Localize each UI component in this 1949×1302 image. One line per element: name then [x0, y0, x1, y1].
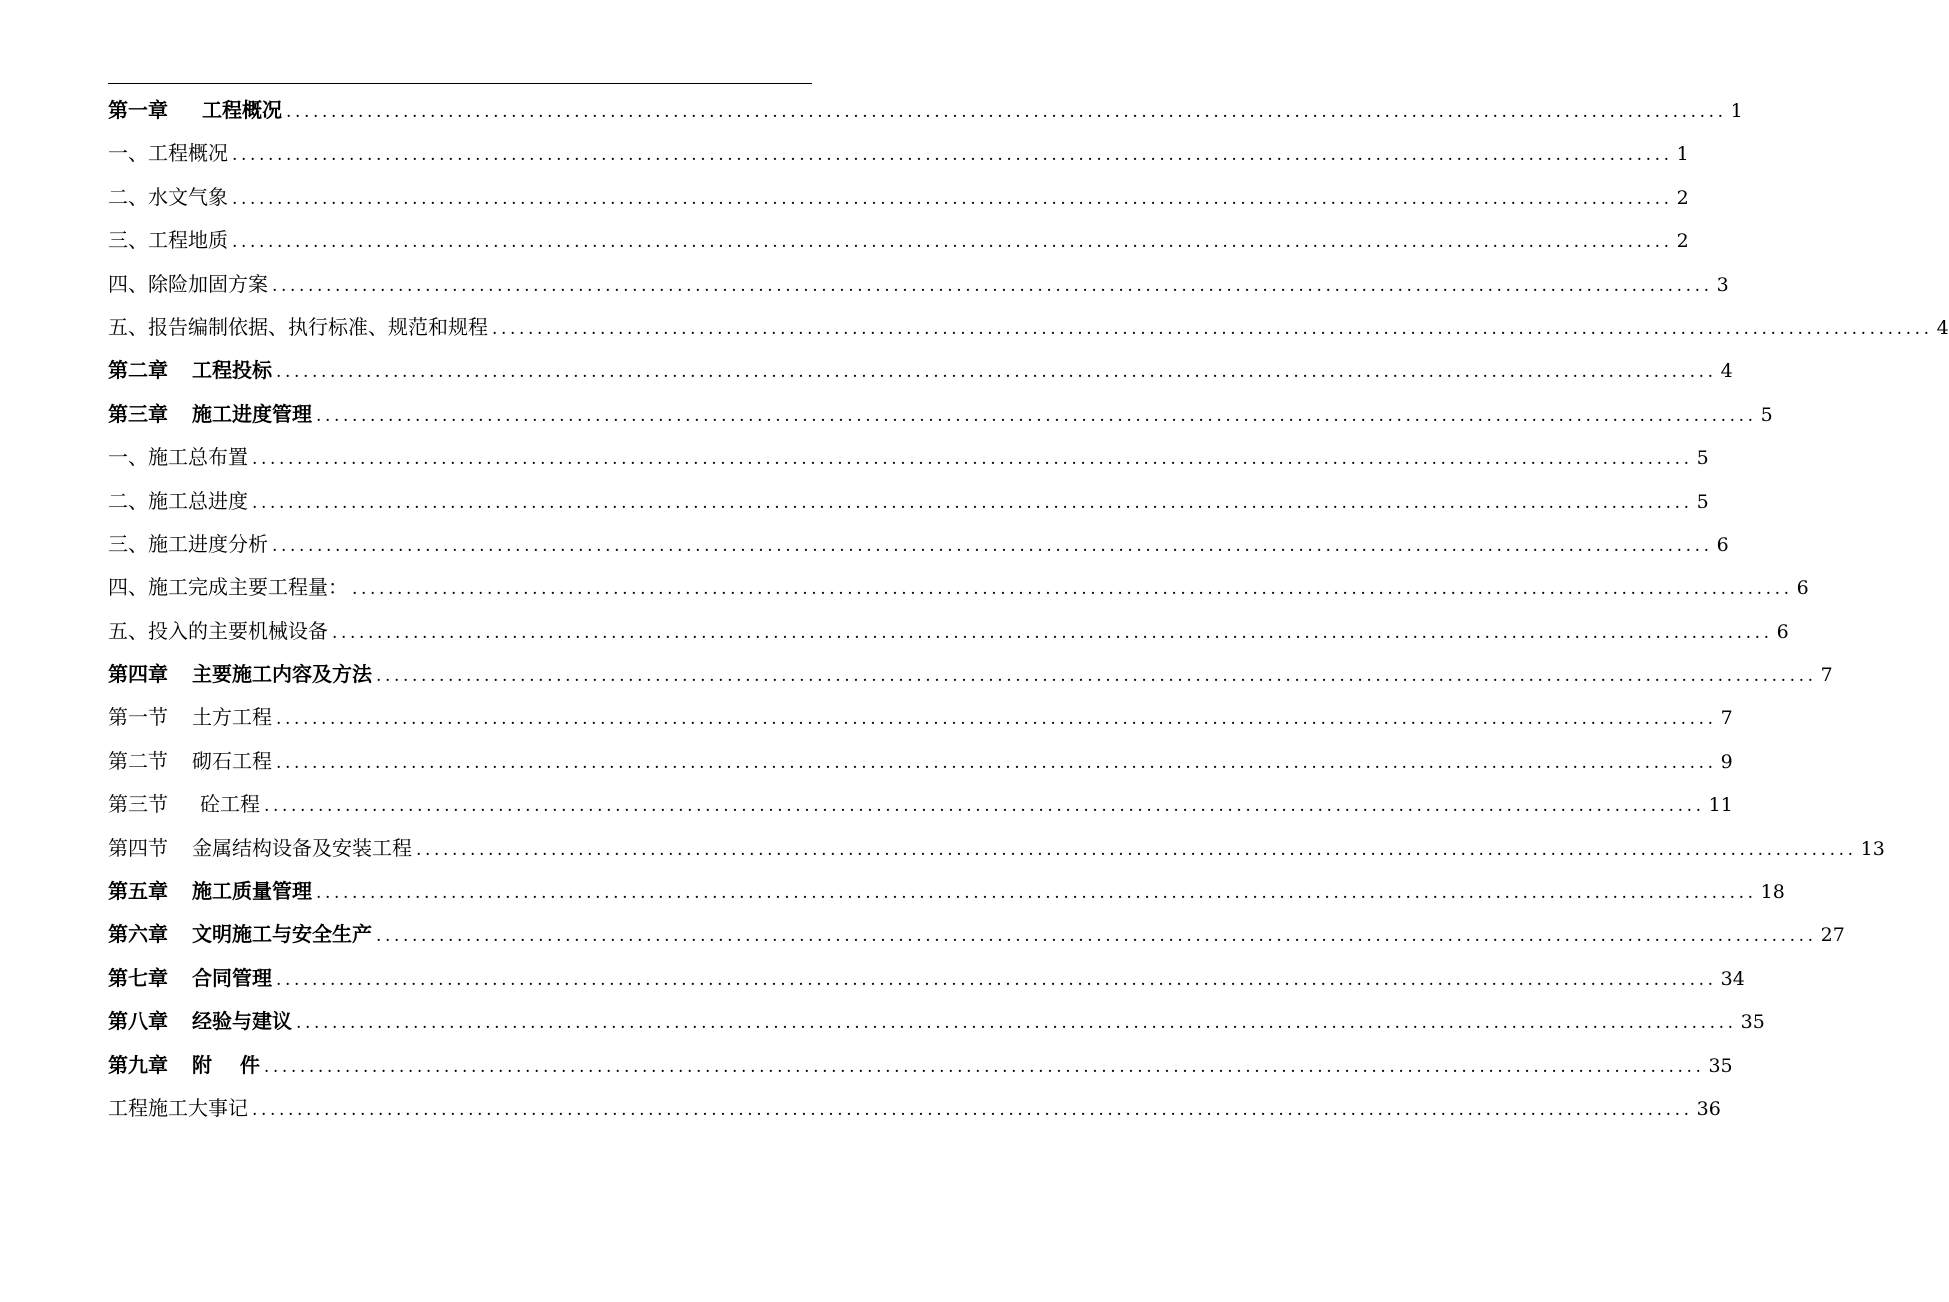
toc-entry-title: 施工进度分析	[148, 531, 268, 556]
toc-dot-leader: ................................................................................................................................................................	[252, 1099, 1693, 1120]
toc-entry-page: 18	[1760, 881, 1785, 904]
toc-entry-label: 第三节	[108, 792, 168, 817]
toc-entry-title: 施工完成主要工程量：	[148, 575, 348, 600]
toc-dot-leader: ................................................................................................................................................................	[263, 1056, 1705, 1077]
toc-dot-leader: ................................................................................................................................................................	[316, 883, 1757, 904]
toc-entry-label: 第二章	[108, 358, 168, 383]
toc-entry-5[interactable]	[108, 263, 1729, 306]
toc-entry-title: 附 件	[192, 1052, 260, 1077]
toc-entry-label: 第四节	[108, 835, 168, 860]
toc-entry-label: 二、	[108, 184, 148, 209]
header-rule	[108, 83, 812, 84]
toc-entry-label: 五、	[108, 314, 148, 339]
toc-entry-page: 1	[1730, 100, 1743, 122]
toc-entry-title: 工程概况	[202, 98, 282, 122]
toc-entry-20[interactable]	[108, 913, 1845, 956]
toc-entry-page: 5	[1696, 490, 1709, 513]
toc-entry-page: 34	[1720, 967, 1745, 990]
toc-entry-page: 7	[1820, 664, 1833, 687]
toc-entry-title: 施工总布置	[148, 445, 248, 470]
toc-entry-17[interactable]	[108, 783, 1733, 826]
toc-dot-leader: ................................................................................................................................................................	[232, 145, 1673, 166]
toc-entry-title: 工程概况	[148, 141, 228, 166]
toc-entry-title: 施工质量管理	[192, 879, 312, 904]
toc-entry-title: 砼工程	[200, 792, 260, 817]
toc-entry-page: 13	[1860, 837, 1885, 860]
toc-entry-6[interactable]	[108, 306, 1949, 349]
toc-entry-label: 三、	[108, 531, 148, 556]
toc-dot-leader: ................................................................................................................................................................	[252, 449, 1693, 470]
toc-entry-4[interactable]	[108, 219, 1689, 262]
toc-entry-14[interactable]	[108, 653, 1833, 696]
toc-entry-page: 4	[1720, 360, 1733, 383]
toc-entry-11[interactable]	[108, 523, 1729, 566]
toc-entry-2[interactable]	[108, 132, 1689, 175]
toc-dot-leader: ................................................................................................................................................................	[492, 318, 1933, 339]
toc-entry-label: 第五章	[108, 879, 168, 904]
toc-entry-page: 35	[1740, 1011, 1765, 1034]
toc-entry-title: 土方工程	[192, 705, 272, 730]
toc-entry-23[interactable]	[108, 1044, 1733, 1087]
toc-entry-title: 工程施工大事记	[108, 1095, 248, 1120]
toc-entry-label: 二、	[108, 488, 148, 513]
toc-dot-leader: ................................................................................................................................................................	[276, 752, 1717, 773]
toc-entry-15[interactable]	[108, 696, 1733, 739]
table-of-contents	[108, 89, 1949, 1130]
toc-dot-leader: ................................................................................................................................................................	[332, 622, 1773, 643]
toc-entry-page: 27	[1820, 924, 1845, 947]
toc-entry-title: 水文气象	[148, 184, 228, 209]
toc-entry-8[interactable]	[108, 393, 1773, 436]
toc-entry-page: 6	[1776, 620, 1789, 643]
toc-entry-page: 5	[1760, 403, 1773, 426]
toc-entry-19[interactable]	[108, 870, 1785, 913]
toc-entry-page: 1	[1676, 143, 1689, 166]
toc-entry-title: 工程地质	[148, 228, 228, 253]
toc-entry-label: 一、	[108, 445, 148, 470]
toc-entry-18[interactable]	[108, 827, 1885, 870]
toc-entry-label: 一、	[108, 141, 148, 166]
toc-entry-3[interactable]	[108, 176, 1689, 219]
toc-dot-leader: ................................................................................................................................................................	[232, 188, 1673, 209]
toc-entry-label: 第六章	[108, 922, 168, 947]
toc-entry-label: 第八章	[108, 1009, 168, 1034]
toc-dot-leader: ................................................................................................................................................................	[276, 362, 1717, 383]
toc-entry-page: 7	[1720, 707, 1733, 730]
toc-entry-title: 金属结构设备及安装工程	[192, 835, 412, 860]
toc-entry-7[interactable]	[108, 349, 1733, 392]
toc-entry-22[interactable]	[108, 1000, 1765, 1043]
toc-entry-title: 砌石工程	[192, 748, 272, 773]
toc-dot-leader: ................................................................................................................................................................	[376, 666, 1817, 687]
toc-entry-21[interactable]	[108, 957, 1745, 1000]
toc-entry-page: 9	[1720, 750, 1733, 773]
toc-entry-label: 四、	[108, 575, 148, 600]
toc-dot-leader: ................................................................................................................................................................	[276, 709, 1717, 730]
toc-entry-title: 合同管理	[192, 965, 272, 990]
toc-entry-13[interactable]	[108, 610, 1789, 653]
toc-entry-label: 第一章	[108, 98, 168, 122]
toc-entry-title: 报告编制依据、执行标准、规范和规程	[148, 314, 488, 339]
toc-entry-title: 施工进度管理	[192, 401, 312, 426]
toc-entry-label: 第二节	[108, 748, 168, 773]
toc-entry-label: 四、	[108, 271, 148, 296]
toc-entry-label: 第九章	[108, 1052, 168, 1077]
toc-entry-page: 35	[1708, 1054, 1733, 1077]
toc-entry-label: 三、	[108, 228, 148, 253]
toc-dot-leader: ................................................................................................................................................................	[252, 492, 1693, 513]
toc-entry-page: 4	[1936, 316, 1949, 339]
toc-entry-label: 第四章	[108, 662, 168, 687]
toc-entry-12[interactable]	[108, 566, 1809, 609]
toc-entry-label: 第七章	[108, 965, 168, 990]
toc-dot-leader: ................................................................................................................................................................	[376, 926, 1817, 947]
toc-entry-title: 除险加固方案	[148, 271, 268, 296]
toc-dot-leader: ................................................................................................................................................................	[232, 232, 1673, 253]
toc-entry-title: 经验与建议	[192, 1009, 292, 1034]
toc-dot-leader: ................................................................................................................................................................	[316, 405, 1757, 426]
toc-dot-leader: ................................................................................................................................................................	[272, 275, 1713, 296]
toc-entry-page: 6	[1716, 533, 1729, 556]
toc-entry-title: 文明施工与安全生产	[192, 922, 372, 947]
toc-entry-title: 投入的主要机械设备	[148, 618, 328, 643]
toc-entry-title: 工程投标	[192, 358, 272, 383]
toc-entry-label: 第三章	[108, 401, 168, 426]
toc-dot-leader: ................................................................................................................................................................	[416, 839, 1857, 860]
toc-dot-leader: ................................................................................................................................................................	[286, 102, 1727, 122]
toc-dot-leader: ................................................................................................................................................................	[276, 969, 1717, 990]
toc-entry-title: 施工总进度	[148, 488, 248, 513]
toc-dot-leader: ................................................................................................................................................................	[272, 535, 1713, 556]
toc-entry-page: 3	[1716, 273, 1729, 296]
toc-entry-page: 2	[1676, 230, 1689, 253]
toc-dot-leader: ................................................................................................................................................................	[352, 579, 1793, 600]
toc-entry-label: 第一节	[108, 705, 168, 730]
toc-entry-page: 5	[1696, 447, 1709, 470]
toc-entry-label: 五、	[108, 618, 148, 643]
toc-entry-9[interactable]	[108, 436, 1709, 479]
toc-dot-leader: ................................................................................................................................................................	[264, 796, 1705, 817]
toc-entry-24[interactable]	[108, 1087, 1721, 1130]
toc-entry-1[interactable]	[108, 89, 1743, 132]
toc-entry-16[interactable]	[108, 740, 1733, 783]
toc-entry-page: 6	[1796, 577, 1809, 600]
toc-entry-page: 36	[1696, 1097, 1721, 1120]
toc-entry-title: 主要施工内容及方法	[192, 662, 372, 687]
toc-entry-page: 11	[1708, 794, 1733, 817]
toc-entry-10[interactable]	[108, 480, 1709, 523]
toc-dot-leader: ................................................................................................................................................................	[296, 1013, 1737, 1034]
toc-entry-page: 2	[1676, 186, 1689, 209]
